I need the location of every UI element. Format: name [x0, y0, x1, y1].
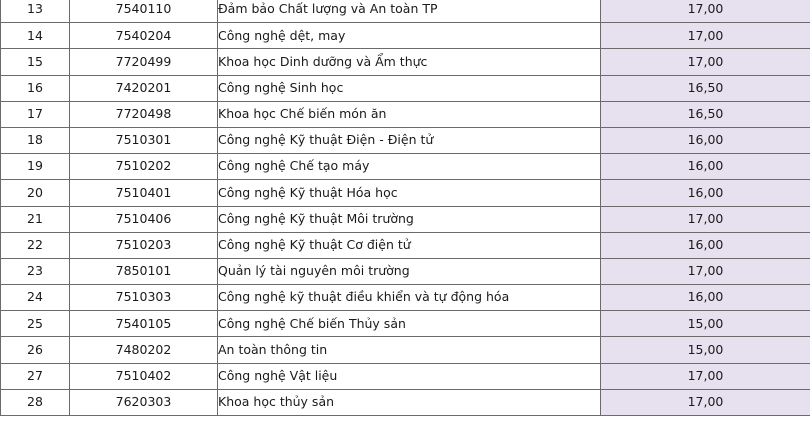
program-code-cell: 7510202 [70, 154, 218, 180]
score-cell: 16,00 [601, 127, 810, 153]
score-cell: 16,00 [601, 154, 810, 180]
table-row [1, 363, 810, 389]
table-row [1, 389, 810, 415]
table-row [1, 311, 810, 337]
program-name-cell: Công nghệ Chế tạo máy [218, 154, 601, 180]
program-code-cell: 7620303 [70, 389, 218, 415]
table-body [1, 0, 810, 416]
program-code-cell: 7510301 [70, 127, 218, 153]
row-number-cell: 28 [1, 389, 70, 415]
program-name-cell: An toàn thông tin [218, 337, 601, 363]
program-code-cell: 7540110 [70, 0, 218, 23]
program-code-cell: 7510401 [70, 180, 218, 206]
score-cell: 16,50 [601, 101, 810, 127]
score-cell: 17,00 [601, 363, 810, 389]
program-name-cell: Quản lý tài nguyên môi trường [218, 258, 601, 284]
row-number-cell: 20 [1, 180, 70, 206]
score-cell: 17,00 [601, 0, 810, 23]
row-number-cell: 17 [1, 101, 70, 127]
program-name-cell: Khoa học Dinh dưỡng và Ẩm thực [218, 49, 601, 75]
table-row [1, 206, 810, 232]
score-cell: 15,00 [601, 311, 810, 337]
program-code-cell: 7420201 [70, 75, 218, 101]
program-code-cell: 7510203 [70, 232, 218, 258]
table-row [1, 180, 810, 206]
program-code-cell: 7540204 [70, 23, 218, 49]
table-row [1, 49, 810, 75]
row-number-cell: 23 [1, 258, 70, 284]
program-name-cell: Công nghệ Kỹ thuật Hóa học [218, 180, 601, 206]
table-row [1, 232, 810, 258]
program-code-cell: 7510402 [70, 363, 218, 389]
score-cell: 16,00 [601, 285, 810, 311]
program-code-cell: 7510303 [70, 285, 218, 311]
row-number-cell: 26 [1, 337, 70, 363]
table-row [1, 127, 810, 153]
row-number-cell: 14 [1, 23, 70, 49]
score-cell: 17,00 [601, 49, 810, 75]
program-name-cell: Công nghệ kỹ thuật điều khiển và tự động hóa [218, 285, 601, 311]
score-cell: 17,00 [601, 206, 810, 232]
program-name-cell: Công nghệ Sinh học [218, 75, 601, 101]
score-cell: 17,00 [601, 23, 810, 49]
program-name-cell: Công nghệ Chế biến Thủy sản [218, 311, 601, 337]
score-cell: 16,00 [601, 180, 810, 206]
program-code-cell: 7850101 [70, 258, 218, 284]
row-number-cell: 21 [1, 206, 70, 232]
table-row [1, 23, 810, 49]
row-number-cell: 27 [1, 363, 70, 389]
program-name-cell: Khoa học thủy sản [218, 389, 601, 415]
score-cell: 15,00 [601, 337, 810, 363]
table-row [1, 0, 810, 23]
program-code-cell: 7540105 [70, 311, 218, 337]
score-cell: 16,00 [601, 232, 810, 258]
score-cell: 16,50 [601, 75, 810, 101]
program-name-cell: Công nghệ Vật liệu [218, 363, 601, 389]
program-code-cell: 7720499 [70, 49, 218, 75]
program-name-cell: Khoa học Chế biến món ăn [218, 101, 601, 127]
row-number-cell: 13 [1, 0, 70, 23]
row-number-cell: 18 [1, 127, 70, 153]
table-row [1, 285, 810, 311]
program-name-cell: Công nghệ Kỹ thuật Cơ điện tử [218, 232, 601, 258]
program-name-cell: Công nghệ dệt, may [218, 23, 601, 49]
row-number-cell: 15 [1, 49, 70, 75]
score-cell: 17,00 [601, 389, 810, 415]
program-code-cell: 7720498 [70, 101, 218, 127]
row-number-cell: 19 [1, 154, 70, 180]
program-name-cell: Công nghệ Kỹ thuật Môi trường [218, 206, 601, 232]
program-name-cell: Đảm bảo Chất lượng và An toàn TP [218, 0, 601, 23]
program-code-cell: 7510406 [70, 206, 218, 232]
program-name-cell: Công nghệ Kỹ thuật Điện - Điện tử [218, 127, 601, 153]
table-row [1, 101, 810, 127]
score-cell: 17,00 [601, 258, 810, 284]
row-number-cell: 24 [1, 285, 70, 311]
row-number-cell: 16 [1, 75, 70, 101]
program-code-cell: 7480202 [70, 337, 218, 363]
table-row [1, 154, 810, 180]
table-row [1, 75, 810, 101]
table-row [1, 337, 810, 363]
row-number-cell: 25 [1, 311, 70, 337]
table-row [1, 258, 810, 284]
row-number-cell: 22 [1, 232, 70, 258]
